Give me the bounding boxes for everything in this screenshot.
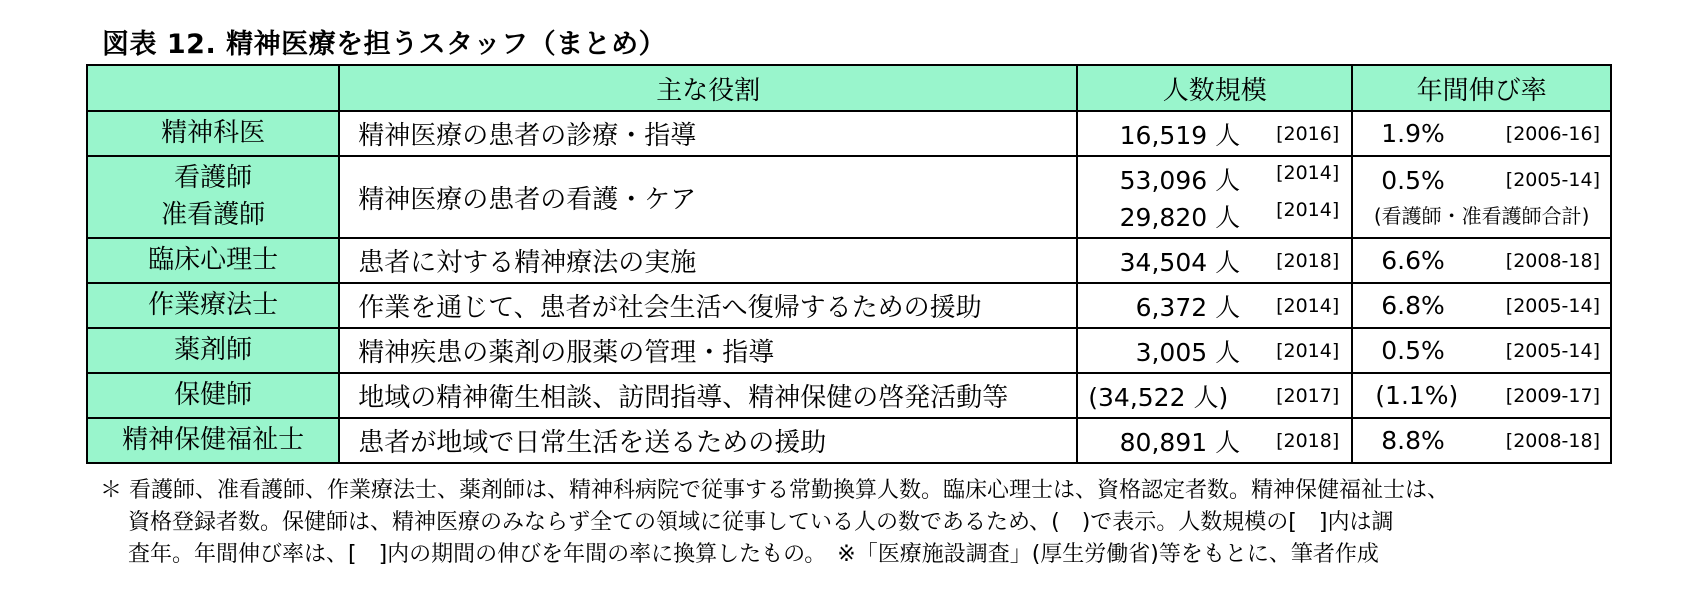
rate-period: [2005-14] <box>1505 294 1600 317</box>
survey-year: [2014] <box>1276 294 1340 317</box>
rate-line <box>1363 115 1600 152</box>
rate-note: (看護師・准看護師合計) <box>1373 203 1590 228</box>
rate-line <box>1363 422 1600 459</box>
count-line <box>1088 377 1339 414</box>
rate-cell <box>1352 418 1611 463</box>
count-value: (34,522 人) <box>1088 382 1229 412</box>
table-header-row <box>87 65 1611 111</box>
count-line <box>1088 422 1339 459</box>
rate-period: [2009-17] <box>1505 384 1600 407</box>
role-cell: 患者が地域で日常生活を送るための援助 <box>339 418 1077 463</box>
staff-name: 看護師 <box>174 163 253 193</box>
staff-name-cell <box>87 283 339 328</box>
table-row <box>87 238 1611 283</box>
rate-cell <box>1352 328 1611 373</box>
survey-year: [2014] <box>1276 162 1340 184</box>
header-role: 主な役割 <box>339 65 1077 111</box>
table-row <box>87 418 1611 463</box>
table-body <box>87 111 1611 463</box>
role-cell: 精神疾患の薬剤の服薬の管理・指導 <box>339 328 1077 373</box>
count-value: 3,005 人 <box>1135 337 1241 367</box>
count-cell <box>1077 283 1352 328</box>
count-value: 29,820 人 <box>1119 202 1241 232</box>
rate-value: 6.6% <box>1381 246 1445 275</box>
role-cell: 作業を通じて、患者が社会生活へ復帰するための援助 <box>339 283 1077 328</box>
figure-title: 図表 12. 精神医療を担うスタッフ（まとめ） <box>102 29 667 60</box>
rate-value: 6.8% <box>1381 291 1445 320</box>
survey-year: [2017] <box>1276 384 1340 407</box>
role-cell: 地域の精神衛生相談、訪問指導、精神保健の啓発活動等 <box>339 373 1077 418</box>
count-cell <box>1077 156 1352 238</box>
footnote <box>100 475 1660 571</box>
staff-name: 臨床心理士 <box>148 245 279 275</box>
staff-name-cell <box>87 373 339 418</box>
count-value: 6,372 人 <box>1135 292 1241 322</box>
role-cell: 精神医療の患者の看護・ケア <box>339 156 1077 238</box>
count-line <box>1088 160 1339 197</box>
survey-year: [2014] <box>1276 199 1340 221</box>
rate-period: [2008-18] <box>1505 429 1600 452</box>
staff-name-cell <box>87 156 339 238</box>
footnote-line-1: ＊ 看護師、准看護師、作業療法士、薬剤師は、精神科病院で従事する常勤換算人数。臨床心理士は、資格認定者数。精神保健福祉士は、 <box>100 478 1449 503</box>
table-row <box>87 283 1611 328</box>
count-value: 16,519 人 <box>1119 120 1241 150</box>
count-value: 53,096 人 <box>1119 165 1241 195</box>
staff-name-cell <box>87 238 339 283</box>
count-line <box>1088 332 1339 369</box>
count-value: 34,504 人 <box>1119 247 1241 277</box>
rate-line <box>1363 242 1600 279</box>
staff-name: 精神科医 <box>161 118 266 148</box>
staff-name: 精神保健福祉士 <box>122 425 305 455</box>
survey-year: [2014] <box>1276 339 1340 362</box>
role-cell: 患者に対する精神療法の実施 <box>339 238 1077 283</box>
count-value: 80,891 人 <box>1119 427 1241 457</box>
rate-cell <box>1352 373 1611 418</box>
table-row <box>87 156 1611 238</box>
rate-cell <box>1352 111 1611 156</box>
rate-period: [2008-18] <box>1505 249 1600 272</box>
survey-year: [2018] <box>1276 429 1340 452</box>
rate-line <box>1363 332 1600 369</box>
rate-line <box>1363 377 1600 414</box>
count-cell <box>1077 328 1352 373</box>
footnote-line-2: 資格登録者数。保健師は、精神医療のみならず全ての領域に従事している人の数であるため、( )で表示。人数規模の[ ]内は調 <box>128 510 1394 535</box>
role-cell: 精神医療の患者の診療・指導 <box>339 111 1077 156</box>
footnote-line-3: 査年。年間伸び率は、[ ]内の期間の伸びを年間の率に換算したもの。 ※「医療施設調査」(厚生労働省)等をもとに、筆者作成 <box>128 542 1379 567</box>
rate-value: 8.8% <box>1381 426 1445 455</box>
survey-year: [2016] <box>1276 122 1340 145</box>
rate-value: 0.5% <box>1381 336 1445 365</box>
staff-name-cell <box>87 111 339 156</box>
count-cell <box>1077 373 1352 418</box>
rate-cell <box>1352 156 1611 238</box>
rate-value: 0.5% <box>1381 165 1445 195</box>
rate-cell <box>1352 283 1611 328</box>
rate-value: (1.1%) <box>1375 381 1459 410</box>
header-rate: 年間伸び率 <box>1352 65 1611 111</box>
table-row <box>87 111 1611 156</box>
rate-period: [2006-16] <box>1505 122 1600 145</box>
count-cell <box>1077 238 1352 283</box>
count-line <box>1088 287 1339 324</box>
count-line <box>1088 242 1339 279</box>
staff-name: 准看護師 <box>161 200 266 230</box>
staff-name-cell <box>87 328 339 373</box>
rate-line <box>1363 162 1600 199</box>
staff-name: 薬剤師 <box>174 335 253 365</box>
count-cell <box>1077 111 1352 156</box>
count-line <box>1088 115 1339 152</box>
count-cell <box>1077 418 1352 463</box>
staff-name: 保健師 <box>174 380 253 410</box>
header-count: 人数規模 <box>1077 65 1352 111</box>
rate-cell <box>1352 238 1611 283</box>
survey-year: [2018] <box>1276 249 1340 272</box>
staff-name: 作業療法士 <box>148 290 279 320</box>
rate-line <box>1363 287 1600 324</box>
rate-value: 1.9% <box>1381 119 1445 148</box>
table-row <box>87 328 1611 373</box>
table-row <box>87 373 1611 418</box>
rate-period: [2005-14] <box>1505 339 1600 362</box>
count-line <box>1088 197 1339 234</box>
rate-period: [2005-14] <box>1505 169 1600 191</box>
staff-table <box>86 64 1612 464</box>
header-name <box>87 65 339 111</box>
staff-name-cell <box>87 418 339 463</box>
